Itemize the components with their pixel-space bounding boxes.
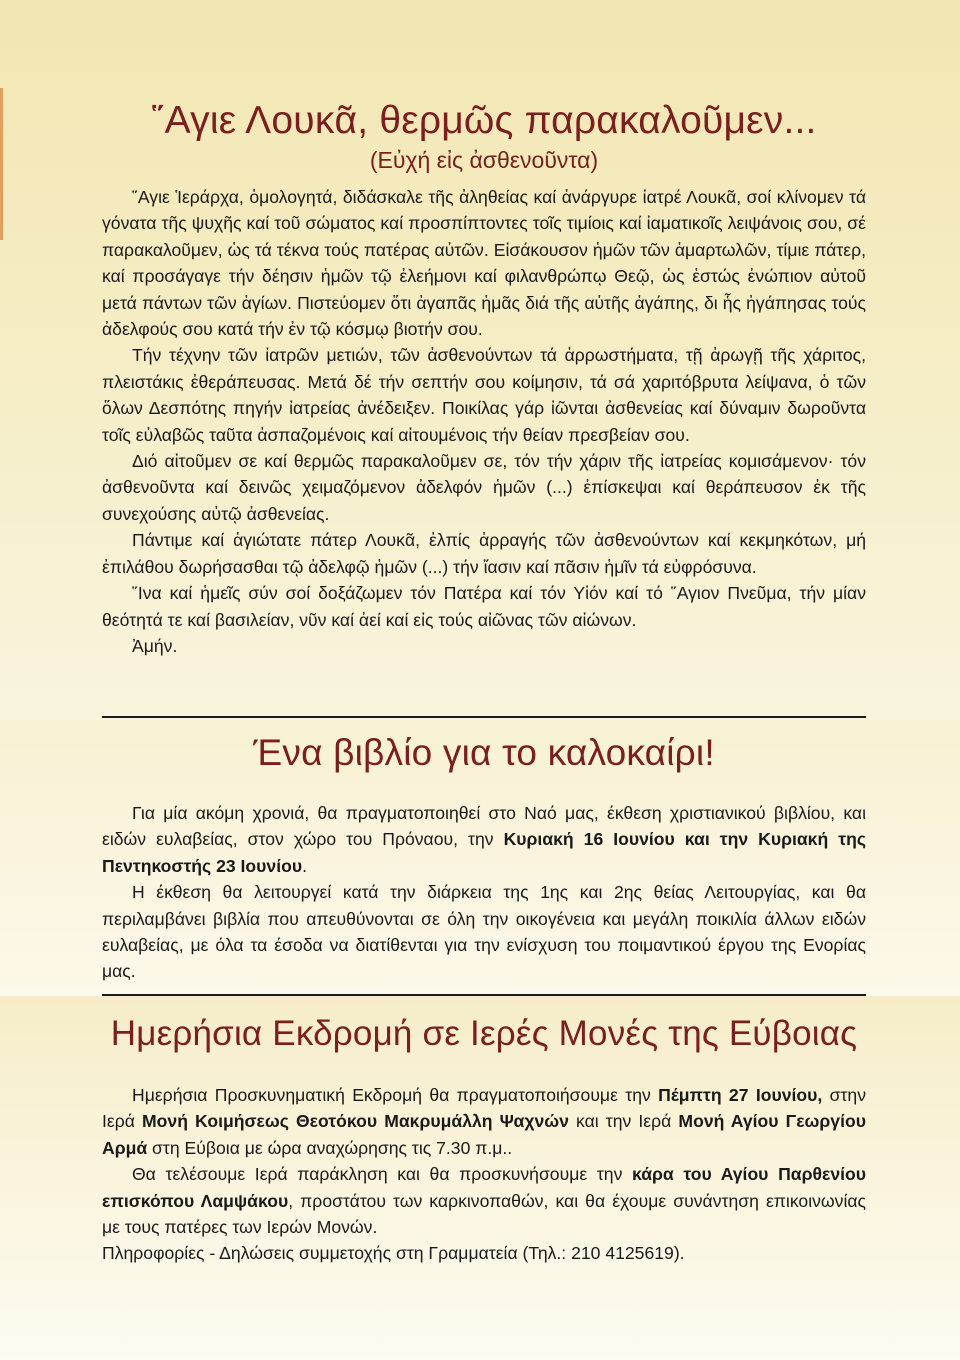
prayer-section (102, 98, 866, 659)
prayer-paragraph-2: Τήν τέχνην τῶν ἰατρῶν μετιών, τῶν ἀσθενούντων τά ἀρρωστήματα, τῇ ἀρωγῇ τῆς χάριτος, πλειστάκις ἐθεράπευσας. Μετά δέ τήν σεπτήν σου κοίμησιν, τά σά χαριτόβρυτα λείψανα, ὁ τῶν ὅλων Δεσπότης πηγήν ἰατρείας ἀνέδειξεν. Ποικίλας γάρ ἰῶνται ἀσθενείας καί δύναμιν δωροῦντα τοῖς εὐλαβῶς ταῦτα ἀσπαζομένοις καί αἰτουμένοις τήν θείαν πρεσβείαν σου. (102, 345, 866, 445)
prayer-subtitle: (Εὐχή εἰς ἀσθενοῦντα) (369, 147, 599, 173)
prayer-title: ῞Αγιε Λουκᾶ, θερμῶς παρακαλοῦμεν... (151, 99, 817, 142)
excursion-paragraph-2: Θα τελέσουμε Ιερά παράκληση και θα προσκυνήσουμε την κάρα του Αγίου Παρθενίου επισκόπου Λαμψάκου, προστάτου των καρκινοπαθών, και θα έχουμε συνάντηση επικοινωνίας με τους πατέρες των Ιερών Μονών. (102, 1164, 867, 1238)
prayer-paragraph-5: ῞Ινα καί ἡμεῖς σύν σοί δοξάζωμεν τόν Πατέρα καί τόν Υἱόν καί τό ῞Αγιον Πνεῦμα, τήν μίαν θεότητά τε καί βασιλείαν, νῦν καί ἀεί καί εἰς τούς αἰῶνας τῶν αἰώνων. (102, 583, 866, 630)
book-paragraph-2: Η έκθεση θα λειτουργεί κατά την διάρκεια της 1ης και 2ης θείας Λειτουργίας, και θα περιλαμβάνει βιβλία που απευθύνονται σε όλη την οικογένεια και μεγάλη ποικιλία άλλων ειδών ευλαβείας, με όλα τα έσοδα να διατίθενται για την ενίσχυση του ποιμαντικού έργου της Ενορίας μας. (102, 882, 866, 982)
divider-rule-2 (102, 994, 866, 996)
prayer-paragraph-1: ῞Αγιε Ἱεράρχα, ὁμολογητά, διδάσκαλε τῆς ἀληθείας καί ἀνάργυρε ἰατρέ Λουκᾶ, σοί κλίνομεν τά γόνατα τῆς ψυχῆς καί τοῦ σώματος καί προσπίπτοντες τοῖς τιμίοις καί ἰαματικοῖς λειψάνοις σου, σέ παρακαλοῦμεν, ὡς τά τέκνα τούς πατέρας αὐτῶν. Εἰσάκουσον ἡμῶν τῶν ἁμαρτωλῶν, τίμιε πάτερ, καί προσάγαγε τήν δέησιν ἡμῶν τῷ ἐλεήμονι καί φιλανθρώπῳ Θεῷ, ὡς ἑστώς ἐνώπιον αὐτοῦ μετά πάντων τῶν ἁγίων. Πιστεύομεν ὅτι ἀγαπᾶς ἡμᾶς διά τῆς αὐτῆς ἀγάπης, δι ἧς ἠγάπησας τούς ἀδελφούς σου κατά τήν ἐν τῷ κόσμῳ βιοτήν σου. (102, 187, 866, 340)
prayer-paragraph-4: Πάντιμε καί ἁγιώτατε πάτερ Λουκᾶ, ἐλπίς ἀρραγής τῶν ἀσθενούντων καί κεκμηκότων, μή ἐπιλάθου δωρήσασθαι τῷ ἀδελφῷ ἡμῶν (...) τήν ἴασιν καί πᾶσιν ἡμῖν τά εὐφρόσυνα. (102, 530, 866, 577)
prayer-paragraph-3: Διό αἰτοῦμεν σε καί θερμῶς παρακαλοῦμεν σε, τόν τήν χάριν τῆς ἰατρείας κομισάμενον· τόν ἀσθενοῦντα καί δεινῶς χειμαζόμενον ἀδελφόν ἡμῶν (...) ἐπίσκεψαι καί θεράπευσον ἐκ τῆς συνεχούσης αὐτῷ ἀσθενείας. (102, 451, 866, 524)
book-section-title: Ένα βιβλίο για το καλοκαίρι! (253, 732, 715, 773)
excursion-paragraph-1: Ημερήσια Προσκυνηματική Εκδρομή θα πραγματοποιήσουμε την Πέμπτη 27 Ιουνίου, στην Ιερά Μονή Κοιμήσεως Θεοτόκου Μακρυμάλλη Ψαχνών και την Ιερά Μονή Αγίου Γεωργίου Αρμά στη Εύβοια με ώρα αναχώρησης τις 7.30 π.μ.. (102, 1085, 866, 1158)
excursion-section-title: Ημερήσια Εκδρομή σε Ιερές Μονές της Εύβοιας (110, 1014, 858, 1053)
prayer-amen: Ἀμήν. (132, 635, 178, 656)
page-edge-mark (0, 88, 3, 240)
excursion-info-line: Πληροφορίες - Δηλώσεις συμμετοχής στη Γραμματεία (Τηλ.: 210 4125619). (102, 1243, 685, 1264)
book-paragraph-1: Για μία ακόμη χρονιά, θα πραγματοποιηθεί στο Ναό μας, έκθεση χριστιανικού βιβλίου, και ειδών ευλαβείας, στον χώρο του Πρόναου, την Κυριακή 16 Ιουνίου και την Κυριακή της Πεντηκοστής 23 Ιουνίου. (102, 803, 866, 876)
divider-rule-1 (102, 716, 866, 718)
book-section (102, 722, 866, 985)
excursion-section (102, 1000, 866, 1267)
